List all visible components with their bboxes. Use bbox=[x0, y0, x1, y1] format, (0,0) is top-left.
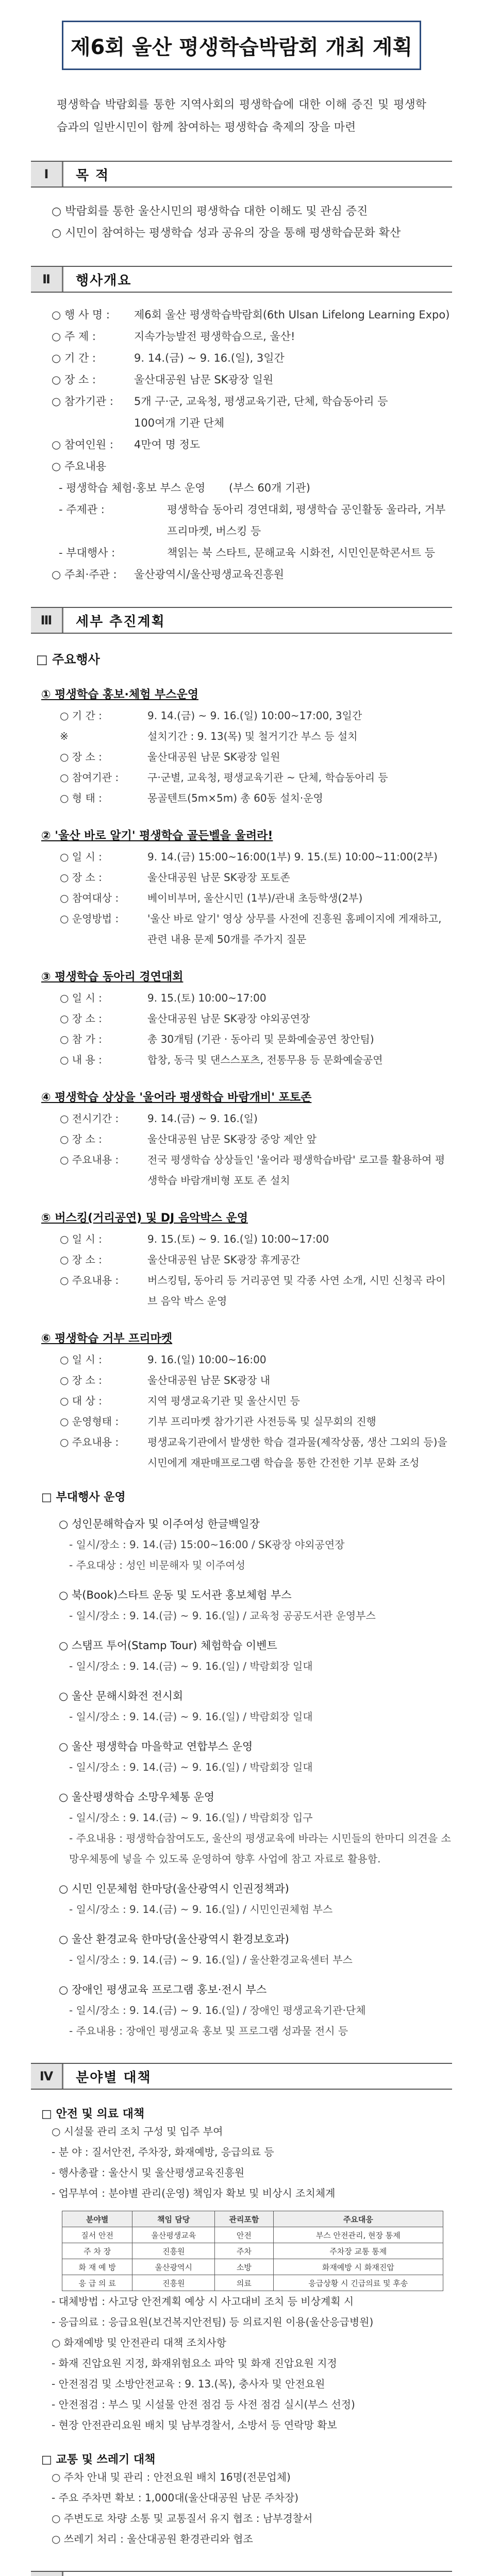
event-title: ② '울산 바로 알기' 평생학습 골든벨을 울려라! bbox=[41, 829, 273, 842]
event-line-key: ○ 운영형태 : bbox=[60, 1415, 119, 1428]
event-line-key: ○ 참여기관 : bbox=[60, 771, 119, 784]
safety-line: - 응급의료 : 응급요원(보건복지안전팀) 등 의료지원 이용(울산응급병원) bbox=[52, 2316, 374, 2328]
title-box bbox=[62, 21, 421, 70]
table-cell: 주차장 교통 통제 bbox=[273, 2243, 443, 2259]
table-row bbox=[62, 2275, 443, 2291]
event-line bbox=[41, 705, 452, 726]
overview-row: ○ 주최·주관 : 울산광역시/울산평생교육진흥원 bbox=[52, 568, 285, 581]
booth-block bbox=[31, 1787, 452, 1869]
table-cell: 화 재 예 방 bbox=[62, 2259, 132, 2275]
event-line-value: 지역 평생교육기관 및 울산시민 등 bbox=[147, 1395, 300, 1407]
event-line-value: 합창, 동극 및 댄스스포츠, 전통무용 등 문화예술공연 bbox=[147, 1054, 383, 1066]
event-line-value: 총 30개팀 (기관 · 동아리 및 문화예술공연 창안팀) bbox=[147, 1033, 374, 1045]
booth-line: - 일시/장소 : 9. 14.(금) ~ 9. 16.(일) / 시민인권체험 부스 bbox=[69, 1903, 333, 1916]
section-title: 행사개요 bbox=[76, 273, 132, 289]
event-line bbox=[41, 1432, 452, 1473]
event-line-value: 베이비부머, 울산시민 (1부)/관내 초등학생(2부) bbox=[147, 892, 363, 904]
event-line-key: ○ 일 시 : bbox=[60, 1353, 102, 1366]
table-row bbox=[62, 2259, 443, 2275]
event-line-key: ○ 기 간 : bbox=[60, 709, 102, 722]
booth-heading: □ 부대행사 운영 bbox=[41, 1491, 126, 1504]
event-line-value: 버스킹팀, 동아리 등 거리공연 및 각종 사연 소개, 시민 신청곡 라이브 음악 박스 운영 bbox=[147, 1274, 446, 1307]
event-title: ③ 평생학습 동아리 경연대회 bbox=[41, 971, 184, 984]
page-title: 제6회 울산 평생학습박람회 개최 계획 bbox=[70, 35, 413, 59]
booth-title: ○ 울산 환경교육 한마당(울산광역시 환경보호과) bbox=[59, 1933, 289, 1945]
booth-line: - 일시/장소 : 9. 14.(금) ~ 9. 16.(일) / 장애인 평생교육기관·단체 bbox=[69, 2004, 366, 2016]
booth-title: ○ 울산 평생학습 마을학교 연합부스 운영 bbox=[59, 1740, 253, 1753]
booth-block bbox=[31, 1514, 452, 1575]
event-line bbox=[41, 1249, 452, 1270]
booth-line: - 일시/장소 : 9. 14.(금) ~ 9. 16.(일) / 울산환경교육센터 부스 bbox=[69, 1954, 353, 1966]
section-header-cooperation bbox=[31, 2571, 452, 2576]
event-line-key: ○ 일 시 : bbox=[60, 1233, 102, 1245]
event-line-value: 전국 평생학습 상상들인 '울어라 평생학습바람' 로고를 활용하여 평생학습 바람개비형 포토 존 설치 bbox=[147, 1154, 445, 1187]
booth-line: - 주요내용 : 평생학습참여도도, 울산의 평생교육에 바라는 시민들의 한마디 의견을 소망우체통에 넣을 수 있도록 운영하여 향후 사업에 참고 자료로 활용함. bbox=[69, 1832, 451, 1865]
event-line-key: ○ 일 시 : bbox=[60, 992, 102, 1004]
events-list bbox=[31, 685, 452, 1473]
event-block bbox=[31, 1329, 452, 1473]
event-line-value: 구·군별, 교육청, 평생교육기관 ~ 단체, 학습동아리 등 bbox=[147, 771, 388, 784]
table-body bbox=[62, 2227, 443, 2291]
event-line-key: ○ 운영방법 : bbox=[60, 912, 119, 925]
booth-title: ○ 울산 문해시화전 전시회 bbox=[59, 1690, 184, 1702]
event-line-key: ○ 내 용 : bbox=[60, 1054, 102, 1066]
event-line-value: 울산대공원 남문 SK광장 야외공연장 bbox=[147, 1012, 310, 1025]
safety-line: - 현장 안전관리요원 배치 및 남부경찰서, 소방서 등 연락망 확보 bbox=[52, 2419, 337, 2431]
event-line bbox=[41, 767, 452, 788]
event-block bbox=[31, 1088, 452, 1191]
table-cell: 응 급 의 료 bbox=[62, 2275, 132, 2291]
event-line-key: ○ 형 태 : bbox=[60, 792, 102, 804]
event-line-key: ○ 장 소 : bbox=[60, 1374, 102, 1386]
safety-line: - 분 야 : 질서안전, 주차장, 화재예방, 응급의료 등 bbox=[52, 2146, 274, 2158]
booth-block bbox=[31, 1929, 452, 1970]
table-cell: 의료 bbox=[215, 2275, 273, 2291]
safety-line: - 행사총괄 : 울산시 및 울산평생교육진흥원 bbox=[52, 2166, 245, 2179]
event-line bbox=[41, 846, 452, 867]
traffic-line: ○ 주변도로 차량 소통 및 교통질서 유지 협조 : 남부경찰서 bbox=[52, 2512, 313, 2524]
booth-line: - 일시/장소 : 9. 14.(금) ~ 9. 16.(일) / 박람회장 일대 bbox=[69, 1710, 313, 1723]
event-line-value: 설치기간 : 9. 13(목) 및 철거기간 부스 등 설치 bbox=[147, 730, 358, 742]
event-line bbox=[41, 1108, 452, 1129]
safety-line: - 안전점검 및 소방안전교육 : 9. 13.(목), 충사자 및 안전요원 bbox=[52, 2378, 325, 2390]
event-line bbox=[41, 1149, 452, 1191]
overview-row: 100여개 기관 단체 bbox=[134, 417, 225, 429]
section-title: 분야별 대책 bbox=[76, 2070, 152, 2086]
event-line-key: ○ 일 시 : bbox=[60, 851, 102, 863]
event-line bbox=[41, 726, 452, 747]
traffic-line: - 주요 주차면 확보 : 1,000대(울산대공원 남문 주차장) bbox=[52, 2492, 299, 2504]
overview-list bbox=[31, 304, 452, 585]
booth-block bbox=[31, 1635, 452, 1676]
event-line-key: ○ 대 상 : bbox=[60, 1395, 102, 1407]
booth-title: ○ 북(Book)스타트 운동 및 도서관 홍보체험 부스 bbox=[59, 1589, 292, 1601]
event-title: ④ 평생학습 상상을 '울어라 평생학습 바람개비' 포토존 bbox=[41, 1091, 312, 1104]
event-line bbox=[41, 788, 452, 808]
overview-row: ○ 행 사 명 : 제6회 울산 평생학습박람회(6th Ulsan Lifelong Learning Expo) bbox=[52, 309, 450, 321]
overview-row: ○ 참여인원 : 4만여 명 정도 bbox=[52, 438, 201, 451]
booth-line: - 일시/장소 : 9. 14.(금) ~ 9. 16.(일) / 박람회장 입구 bbox=[69, 1811, 313, 1824]
table-row bbox=[62, 2227, 443, 2243]
event-line-value: 9. 14.(금) ~ 9. 16.(일) 10:00~17:00, 3일간 bbox=[147, 709, 362, 722]
overview-sub-row: - 주제관 : 평생학습 동아리 경연대회, 평생학습 공인활동 울라라, 거부 프리마켓, 버스킹 등 bbox=[59, 503, 446, 537]
section-title bbox=[63, 2572, 452, 2576]
event-line bbox=[41, 1349, 452, 1370]
safety-heading: □ 안전 및 의료 대책 bbox=[41, 2108, 145, 2121]
safety-lines bbox=[31, 2121, 452, 2204]
event-line-value: 9. 15.(토) 10:00~17:00 bbox=[147, 992, 267, 1004]
table-cell: 주차 bbox=[215, 2243, 273, 2259]
event-line-value: 9. 16.(일) 10:00~16:00 bbox=[147, 1353, 267, 1366]
event-line-value: 9. 14.(금) ~ 9. 16.(일) bbox=[147, 1112, 258, 1125]
event-line-value: 기부 프리마켓 참가기관 사전등록 및 실무회의 진행 bbox=[147, 1415, 376, 1428]
safety-after-lines bbox=[31, 2291, 452, 2435]
overview-row: ○ 참가기관 : 5개 구·군, 교육청, 평생교육기관, 단체, 학습동아리 등 bbox=[52, 395, 388, 408]
table-cell: 부스 안전관리, 현장 통제 bbox=[273, 2227, 443, 2243]
booth-title: ○ 시민 인문체험 한마당(울산광역시 인권정책과) bbox=[59, 1883, 289, 1895]
table-cell: 진흥원 bbox=[132, 2243, 215, 2259]
event-line bbox=[41, 1370, 452, 1391]
event-line-key: ○ 장 소 : bbox=[60, 871, 102, 884]
overview-sub-row: - 평생학습 체험·홍보 부스 운영 (부스 60개 기관) bbox=[59, 482, 310, 494]
purpose-item: ○ 박람회를 통한 울산시민의 평생학습 대한 이해도 및 관심 증진 bbox=[52, 205, 368, 218]
booth-title: ○ 울산평생학습 소망우체통 운영 bbox=[59, 1791, 215, 1803]
traffic-line: ○ 쓰레기 처리 : 울산대공원 환경관리와 협조 bbox=[52, 2533, 253, 2545]
section-number: Ⅲ bbox=[31, 608, 63, 633]
table-header-cell: 주요대응 bbox=[273, 2211, 443, 2227]
event-line-key: ○ 주요내용 : bbox=[60, 1436, 119, 1448]
event-block bbox=[31, 967, 452, 1070]
section-title: 세부 추진계획 bbox=[76, 614, 165, 630]
event-line-key: ○ 참 가 : bbox=[60, 1033, 102, 1045]
safety-line: ○ 화재예방 및 안전관리 대책 조치사항 bbox=[52, 2336, 227, 2349]
event-line-key: ○ 주요내용 : bbox=[60, 1154, 119, 1166]
purpose-item: ○ 시민이 참여하는 평생학습 성과 공유의 장을 통해 평생학습문화 확산 bbox=[52, 227, 401, 240]
event-line-key: ○ 장 소 : bbox=[60, 751, 102, 763]
event-title: ⑥ 평생학습 거부 프리마켓 bbox=[41, 1332, 173, 1345]
event-line-value: 9. 14.(금) 15:00~16:00(1부) 9. 15.(토) 10:00~11:00(2부) bbox=[147, 851, 438, 863]
booth-title: ○ 장애인 평생교육 프로그램 홍보·전시 부스 bbox=[59, 1984, 267, 1996]
table-cell: 주 차 장 bbox=[62, 2243, 132, 2259]
event-block bbox=[31, 685, 452, 808]
event-line bbox=[41, 1129, 452, 1149]
event-line-value: 울산대공원 남문 SK광장 일원 bbox=[147, 751, 280, 763]
event-title: ① 평생학습 홍보·체험 부스운영 bbox=[41, 688, 198, 701]
table-cell: 안전 bbox=[215, 2227, 273, 2243]
event-line bbox=[41, 867, 452, 888]
section-number: Ⅳ bbox=[31, 2064, 63, 2089]
event-line bbox=[41, 988, 452, 1008]
event-line bbox=[41, 1270, 452, 1311]
safety-line: - 업무부여 : 분야별 관리(운영) 책임자 확보 및 비상시 조치체계 bbox=[52, 2187, 336, 2199]
section-number: Ⅰ bbox=[31, 162, 63, 187]
table-cell: 질서 안전 bbox=[62, 2227, 132, 2243]
event-line-key: ○ 주요내용 : bbox=[60, 1274, 119, 1286]
event-line-key: ○ 장 소 : bbox=[60, 1133, 102, 1145]
event-line-value: 울산대공원 남문 SK광장 내 bbox=[147, 1374, 271, 1386]
event-line-key: ○ 참여대상 : bbox=[60, 892, 119, 904]
booth-block bbox=[31, 1878, 452, 1920]
main-events-heading: □ 주요행사 bbox=[36, 652, 100, 667]
booth-line: - 일시/장소 : 9. 14.(금) ~ 9. 16.(일) / 교육청 공공도서관 운영부스 bbox=[69, 1609, 376, 1622]
event-line-value: 평생교육기관에서 발생한 학습 결과물(제작상품, 생산 그외의 등)을 시민에게 재판매프로그램 학습을 통한 간전한 기부 문화 조성 bbox=[147, 1436, 447, 1469]
event-line-key: ○ 장 소 : bbox=[60, 1253, 102, 1266]
table-header-cell: 관리포함 bbox=[215, 2211, 273, 2227]
section-header-measures bbox=[31, 2063, 452, 2090]
section-number: Ⅱ bbox=[31, 267, 63, 292]
table-header-cell: 분야별 bbox=[62, 2211, 132, 2227]
event-line bbox=[41, 908, 452, 950]
booth-title: ○ 성인문해학습자 및 이주여성 한글백일장 bbox=[59, 1518, 260, 1530]
table-cell: 화재예방 시 화재진압 bbox=[273, 2259, 443, 2275]
table-cell: 응급상황 시 긴급의료 및 후송 bbox=[273, 2275, 443, 2291]
booth-block bbox=[31, 1736, 452, 1777]
event-line-key: ※ bbox=[60, 730, 69, 742]
traffic-heading: □ 교통 및 쓰레기 대책 bbox=[41, 2453, 156, 2466]
event-block bbox=[31, 826, 452, 950]
event-line-key: ○ 장 소 : bbox=[60, 1012, 102, 1025]
table-cell: 진흥원 bbox=[132, 2275, 215, 2291]
section-header-purpose bbox=[31, 161, 452, 188]
overview-row: ○ 기 간 : 9. 14.(금) ~ 9. 16.(일), 3일간 bbox=[52, 352, 285, 364]
booth-line: - 주요내용 : 장애인 평생교육 홍보 및 프로그램 성과물 전시 등 bbox=[69, 2025, 348, 2037]
table-header-row bbox=[62, 2211, 443, 2227]
event-line bbox=[41, 1411, 452, 1432]
event-line bbox=[41, 1029, 452, 1049]
booth-line: - 일시/장소 : 9. 14.(금) ~ 9. 16.(일) / 박람회장 일대 bbox=[69, 1761, 313, 1773]
event-line-value: 몽골텐트(5m×5m) 총 60동 설치·운영 bbox=[147, 792, 323, 804]
section-number bbox=[31, 2572, 63, 2576]
event-title: ⑤ 버스킹(거리공연) 및 DJ 음악박스 운영 bbox=[41, 1212, 248, 1225]
overview-row: ○ 주요내용 bbox=[52, 460, 107, 472]
event-line bbox=[41, 1229, 452, 1249]
booth-list bbox=[31, 1514, 452, 2041]
event-line-value: '울산 바로 알기' 영상 상무를 사전에 진흥원 홈페이지에 게재하고, 관련 내용 문제 50개를 주가지 질문 bbox=[147, 912, 442, 945]
safety-table bbox=[62, 2211, 443, 2291]
table-cell: 울산평생교육 bbox=[132, 2227, 215, 2243]
event-line-value: 9. 15.(토) ~ 9. 16.(일) 10:00~17:00 bbox=[147, 1233, 329, 1245]
traffic-lines bbox=[31, 2467, 452, 2549]
event-line-key: ○ 전시기간 : bbox=[60, 1112, 119, 1125]
event-line-value: 울산대공원 남문 SK광장 포토존 bbox=[147, 871, 290, 884]
event-line bbox=[41, 1008, 452, 1029]
table-row bbox=[62, 2243, 443, 2259]
event-line-value: 울산대공원 남문 SK광장 중앙 제안 앞 bbox=[147, 1133, 317, 1145]
event-line-value: 울산대공원 남문 SK광장 휴게공간 bbox=[147, 1253, 301, 1266]
section-header-detail-plan bbox=[31, 607, 452, 634]
table-cell: 소방 bbox=[215, 2259, 273, 2275]
section-header-overview bbox=[31, 266, 452, 293]
section-title: 목 적 bbox=[76, 167, 110, 183]
intro-text: 평생학습 박람회를 통한 지역사회의 평생학습에 대한 이해 증진 및 평생학습과의 일반시민이 함께 참여하는 평생학습 축제의 장을 마련 bbox=[57, 98, 426, 134]
safety-line: - 대체방법 : 사고당 안전계획 예상 시 사고대비 조치 등 비상계획 시 bbox=[52, 2295, 354, 2308]
table-cell: 울산광역시 bbox=[132, 2259, 215, 2275]
booth-block bbox=[31, 1585, 452, 1626]
safety-line: - 안전점검 : 부스 및 시설물 안전 점검 등 사전 점검 실시(부스 선정) bbox=[52, 2398, 355, 2411]
traffic-line: ○ 주차 안내 및 관리 : 안전요원 배치 16명(전문업체) bbox=[52, 2471, 291, 2483]
overview-sub-row: - 부대행사 : 책읽는 북 스타트, 문해교육 시화전, 시민인문학콘서트 등 bbox=[59, 547, 435, 559]
event-block bbox=[31, 1208, 452, 1311]
event-line bbox=[41, 747, 452, 767]
event-line bbox=[41, 1391, 452, 1411]
table-header-cell: 책임 담당 bbox=[132, 2211, 215, 2227]
overview-row: ○ 주 제 : 지속가능발전 평생학습으로, 울산! bbox=[52, 330, 295, 343]
safety-line: - 화재 진압요원 지정, 화재위험요소 파악 및 화재 진압요원 지정 bbox=[52, 2357, 337, 2369]
booth-line: - 일시/장소 : 9. 14.(금) 15:00~16:00 / SK광장 야외공연장 bbox=[69, 1538, 345, 1551]
event-line bbox=[41, 1049, 452, 1070]
safety-line: ○ 시설물 관리 조치 구성 및 입주 부여 bbox=[52, 2125, 223, 2138]
booth-block bbox=[31, 1979, 452, 2041]
event-line bbox=[41, 888, 452, 908]
booth-title: ○ 스탬프 투어(Stamp Tour) 체험학습 이벤트 bbox=[59, 1639, 277, 1652]
booth-block bbox=[31, 1686, 452, 1727]
booth-line: - 주요대상 : 성인 비문해자 및 이주여성 bbox=[69, 1559, 245, 1571]
booth-line: - 일시/장소 : 9. 14.(금) ~ 9. 16.(일) / 박람회장 일대 bbox=[69, 1660, 313, 1672]
overview-row: ○ 장 소 : 울산대공원 남문 SK광장 일원 bbox=[52, 374, 274, 386]
